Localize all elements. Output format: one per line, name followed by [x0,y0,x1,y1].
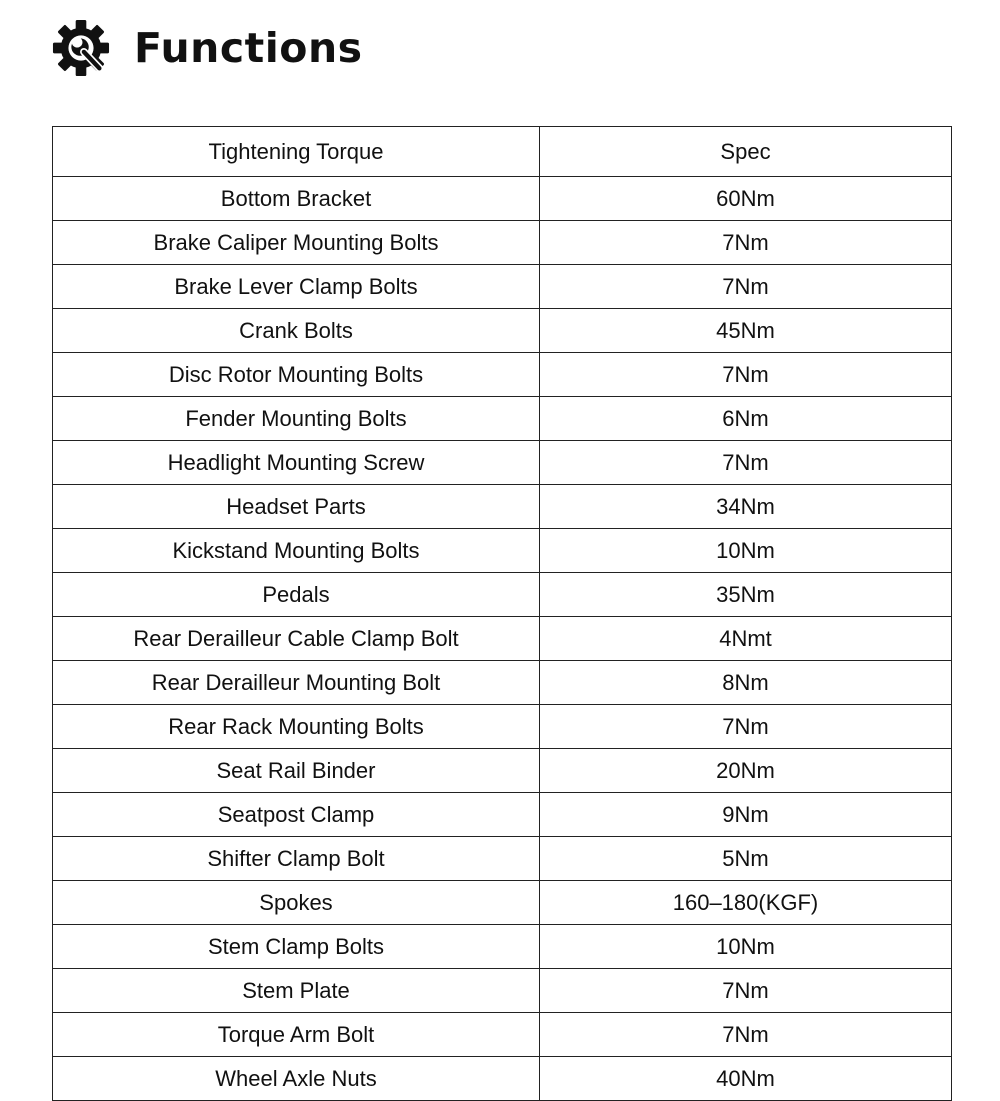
spec-value-cell: 9Nm [540,793,952,837]
part-name-cell: Rear Rack Mounting Bolts [53,705,540,749]
spec-value-cell: 7Nm [540,1013,952,1057]
part-name-cell: Crank Bolts [53,309,540,353]
table-row [53,1013,952,1057]
table-row [53,837,952,881]
page-header [50,18,363,78]
table-body [53,177,952,1101]
table-row [53,441,952,485]
table-row [53,573,952,617]
part-name-cell: Spokes [53,881,540,925]
part-name-cell: Headset Parts [53,485,540,529]
table-row [53,749,952,793]
table-row [53,485,952,529]
spec-value-cell: 7Nm [540,969,952,1013]
column-header-tightening-torque: Tightening Torque [53,127,540,177]
spec-value-cell: 60Nm [540,177,952,221]
spec-value-cell: 7Nm [540,265,952,309]
spec-value-cell: 4Nmt [540,617,952,661]
column-header-spec: Spec [540,127,952,177]
table-row [53,529,952,573]
spec-value-cell: 35Nm [540,573,952,617]
torque-spec-table [52,126,952,1101]
table-row [53,793,952,837]
page-title: Functions [134,23,363,72]
spec-value-cell: 45Nm [540,309,952,353]
part-name-cell: Pedals [53,573,540,617]
part-name-cell: Rear Derailleur Mounting Bolt [53,661,540,705]
spec-value-cell: 5Nm [540,837,952,881]
table-header-row [53,127,952,177]
spec-value-cell: 7Nm [540,353,952,397]
spec-value-cell: 7Nm [540,221,952,265]
table-row [53,617,952,661]
table-row [53,881,952,925]
table-row [53,969,952,1013]
spec-value-cell: 10Nm [540,925,952,969]
spec-value-cell: 6Nm [540,397,952,441]
table-row [53,397,952,441]
table-row [53,221,952,265]
spec-value-cell: 8Nm [540,661,952,705]
part-name-cell: Brake Caliper Mounting Bolts [53,221,540,265]
torque-spec-table-container [52,126,951,1101]
table-row [53,705,952,749]
table-row [53,925,952,969]
part-name-cell: Seatpost Clamp [53,793,540,837]
part-name-cell: Wheel Axle Nuts [53,1057,540,1101]
part-name-cell: Disc Rotor Mounting Bolts [53,353,540,397]
spec-value-cell: 34Nm [540,485,952,529]
part-name-cell: Seat Rail Binder [53,749,540,793]
spec-value-cell: 7Nm [540,441,952,485]
part-name-cell: Torque Arm Bolt [53,1013,540,1057]
table-row [53,177,952,221]
part-name-cell: Rear Derailleur Cable Clamp Bolt [53,617,540,661]
table-row [53,353,952,397]
table-row [53,661,952,705]
part-name-cell: Fender Mounting Bolts [53,397,540,441]
gear-wrench-icon [50,19,112,77]
table-row [53,309,952,353]
spec-value-cell: 20Nm [540,749,952,793]
part-name-cell: Stem Clamp Bolts [53,925,540,969]
table-row [53,265,952,309]
part-name-cell: Shifter Clamp Bolt [53,837,540,881]
part-name-cell: Brake Lever Clamp Bolts [53,265,540,309]
spec-value-cell: 160–180(KGF) [540,881,952,925]
table-row [53,1057,952,1101]
part-name-cell: Headlight Mounting Screw [53,441,540,485]
spec-value-cell: 7Nm [540,705,952,749]
spec-value-cell: 10Nm [540,529,952,573]
spec-value-cell: 40Nm [540,1057,952,1101]
part-name-cell: Bottom Bracket [53,177,540,221]
part-name-cell: Kickstand Mounting Bolts [53,529,540,573]
part-name-cell: Stem Plate [53,969,540,1013]
